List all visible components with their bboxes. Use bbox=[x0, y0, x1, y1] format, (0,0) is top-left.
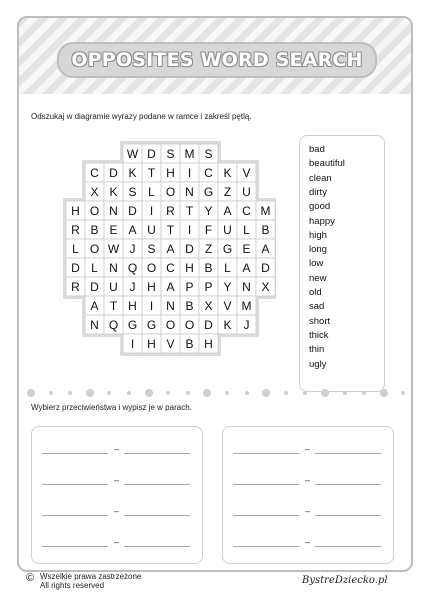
pair-dash: – bbox=[114, 444, 120, 454]
grid-letter: T bbox=[166, 222, 175, 237]
divider-dot bbox=[186, 391, 190, 395]
pair-dash: – bbox=[114, 475, 120, 485]
pair-dash: – bbox=[305, 475, 311, 485]
grid-letter: A bbox=[90, 298, 99, 313]
answer-line[interactable] bbox=[124, 546, 190, 547]
grid-letter: J bbox=[243, 317, 250, 332]
pairs-box-left bbox=[31, 426, 203, 564]
grid-letter: G bbox=[127, 317, 138, 332]
pairs-instruction: Wybierz przeciwieństwa i wypisz je w parach. bbox=[31, 403, 192, 412]
grid-letter: H bbox=[71, 203, 80, 218]
divider-dot bbox=[343, 391, 347, 395]
grid-letter: S bbox=[147, 241, 156, 256]
word-list-item: thick bbox=[309, 329, 329, 341]
grid-letter: I bbox=[187, 165, 192, 180]
grid-letter: O bbox=[146, 260, 157, 275]
header-banner bbox=[19, 18, 411, 94]
grid-letter: N bbox=[166, 298, 175, 313]
grid-letter: K bbox=[128, 165, 137, 180]
grid-letter: K bbox=[223, 165, 232, 180]
grid-letter: C bbox=[242, 203, 251, 218]
grid-letter: W bbox=[126, 146, 139, 161]
grid-letter: S bbox=[204, 146, 213, 161]
divider-dot bbox=[49, 391, 53, 395]
grid-letter: W bbox=[107, 241, 120, 256]
word-list-item: short bbox=[309, 315, 331, 327]
grid-letter: O bbox=[165, 317, 176, 332]
word-list-item: dirty bbox=[309, 186, 327, 198]
grid-letter: A bbox=[128, 222, 137, 237]
grid-letter: D bbox=[147, 146, 156, 161]
grid-letter: L bbox=[91, 260, 98, 275]
copyright-icon: © bbox=[26, 572, 35, 584]
grid-letter: D bbox=[185, 241, 194, 256]
grid-letter: H bbox=[185, 260, 194, 275]
grid-letter: C bbox=[90, 165, 99, 180]
answer-line[interactable] bbox=[233, 453, 299, 454]
word-list-item: high bbox=[309, 229, 327, 241]
grid-letter: A bbox=[166, 279, 175, 294]
grid-letter: N bbox=[109, 260, 118, 275]
word-list-item: thin bbox=[309, 344, 325, 356]
grid-letter: P bbox=[185, 279, 194, 294]
grid-letter: M bbox=[260, 203, 271, 218]
grid-letter: D bbox=[109, 165, 118, 180]
grid-letter: C bbox=[166, 260, 175, 275]
divider-dot bbox=[107, 391, 111, 395]
word-search-grid bbox=[36, 138, 276, 368]
answer-line[interactable] bbox=[315, 484, 381, 485]
divider-dot bbox=[86, 389, 94, 397]
grid-letter: J bbox=[129, 279, 136, 294]
grid-letter: N bbox=[109, 203, 118, 218]
grid-letter: F bbox=[204, 222, 213, 237]
divider-dot bbox=[262, 389, 270, 397]
divider-dot bbox=[245, 391, 249, 395]
divider-dot bbox=[401, 391, 405, 395]
answer-line[interactable] bbox=[315, 515, 381, 516]
grid-letter: B bbox=[204, 260, 213, 275]
grid-letter: D bbox=[90, 279, 99, 294]
grid-letter: Q bbox=[127, 260, 138, 275]
grid-letter: O bbox=[184, 317, 195, 332]
dotted-divider bbox=[27, 387, 403, 399]
word-list-item: long bbox=[309, 244, 327, 256]
divider-dot bbox=[145, 389, 153, 397]
grid-letter: R bbox=[71, 279, 80, 294]
divider-dot bbox=[362, 391, 366, 395]
grid-letter: H bbox=[147, 279, 156, 294]
grid-letter: B bbox=[185, 336, 194, 351]
word-list-item: sad bbox=[309, 301, 325, 313]
copyright-line-1: Wszelkie prawa zastrzeżone bbox=[40, 572, 142, 581]
grid-letter: M bbox=[184, 146, 195, 161]
grid-letter: V bbox=[223, 298, 232, 313]
word-list-item: old bbox=[309, 287, 322, 298]
word-list-item: clean bbox=[309, 172, 332, 184]
grid-letter: I bbox=[187, 222, 192, 237]
grid-letter: O bbox=[89, 241, 100, 256]
grid-letter: C bbox=[204, 165, 213, 180]
pair-dash: – bbox=[305, 537, 311, 547]
grid-letter: T bbox=[147, 165, 156, 180]
grid-letter: I bbox=[149, 203, 154, 218]
page-title: OPPOSITES WORD SEARCH bbox=[57, 42, 377, 78]
grid-letter: V bbox=[242, 165, 251, 180]
grid-letter: D bbox=[261, 260, 270, 275]
brand-logo-text: BystreDziecko.pl bbox=[302, 575, 388, 586]
grid-letter: E bbox=[242, 241, 251, 256]
grid-letter: A bbox=[166, 241, 175, 256]
grid-letter: E bbox=[109, 222, 118, 237]
answer-line[interactable] bbox=[42, 546, 108, 547]
grid-letter: B bbox=[261, 222, 270, 237]
grid-letter: X bbox=[261, 279, 270, 294]
divider-dot bbox=[27, 389, 35, 397]
grid-letter: K bbox=[223, 317, 232, 332]
grid-letter: V bbox=[166, 336, 175, 351]
answer-line[interactable] bbox=[42, 515, 108, 516]
grid-letter: H bbox=[128, 298, 137, 313]
grid-letter: Z bbox=[223, 184, 232, 199]
grid-letter: T bbox=[185, 203, 194, 218]
grid-letter: I bbox=[130, 336, 135, 351]
answer-line[interactable] bbox=[124, 453, 190, 454]
grid-letter: L bbox=[224, 260, 231, 275]
copyright-text bbox=[40, 572, 141, 590]
divider-dot bbox=[303, 391, 307, 395]
word-list-item: low bbox=[309, 258, 324, 270]
answer-line[interactable] bbox=[315, 546, 381, 547]
grid-letter: P bbox=[204, 279, 213, 294]
search-instruction: Odszukaj w diagramie wyrazy podane w ramce i zakreśl pętlą. bbox=[31, 112, 252, 121]
grid-letter: A bbox=[223, 203, 232, 218]
grid-letter: X bbox=[90, 184, 99, 199]
grid-letter: G bbox=[222, 241, 233, 256]
answer-line[interactable] bbox=[42, 484, 108, 485]
grid-letter: L bbox=[72, 241, 79, 256]
grid-letter: Y bbox=[204, 203, 213, 218]
grid-letter: A bbox=[261, 241, 270, 256]
grid-letter: T bbox=[109, 298, 118, 313]
pair-dash: – bbox=[305, 444, 311, 454]
answer-line[interactable] bbox=[233, 484, 299, 485]
grid-letter: G bbox=[146, 317, 157, 332]
pairs-box-right bbox=[222, 426, 394, 564]
grid-letter: N bbox=[90, 317, 99, 332]
divider-dot bbox=[68, 391, 72, 395]
pair-dash: – bbox=[305, 506, 311, 516]
word-list-item: happy bbox=[309, 215, 335, 227]
grid-letter: N bbox=[242, 279, 251, 294]
answer-line[interactable] bbox=[233, 515, 299, 516]
grid-letter: S bbox=[166, 146, 175, 161]
grid-letter: A bbox=[242, 260, 251, 275]
answer-line[interactable] bbox=[124, 484, 190, 485]
grid-letter: H bbox=[147, 336, 156, 351]
grid-letter: B bbox=[90, 222, 99, 237]
word-list-item: bad bbox=[309, 144, 325, 155]
pair-dash: – bbox=[114, 537, 120, 547]
divider-dot bbox=[284, 391, 288, 395]
grid-letter: Y bbox=[223, 279, 232, 294]
grid-letter: J bbox=[129, 241, 136, 256]
grid-letter: L bbox=[148, 184, 155, 199]
divider-dot bbox=[225, 391, 229, 395]
word-list-item: good bbox=[309, 201, 331, 213]
grid-letter: N bbox=[185, 184, 194, 199]
divider-dot bbox=[321, 389, 329, 397]
grid-letter: U bbox=[109, 279, 118, 294]
word-list-item: new bbox=[309, 272, 327, 284]
grid-letter: U bbox=[223, 222, 232, 237]
answer-line[interactable] bbox=[315, 453, 381, 454]
grid-letter: L bbox=[243, 222, 250, 237]
word-list-item: beautiful bbox=[309, 158, 345, 170]
grid-letter: G bbox=[203, 184, 214, 199]
pair-dash: – bbox=[114, 506, 120, 516]
grid-letter: B bbox=[185, 298, 194, 313]
grid-letter: D bbox=[71, 260, 80, 275]
grid-letter: R bbox=[166, 203, 175, 218]
answer-line[interactable] bbox=[42, 453, 108, 454]
grid-letter: O bbox=[165, 184, 176, 199]
answer-line[interactable] bbox=[124, 515, 190, 516]
grid-letter: U bbox=[147, 222, 156, 237]
grid-letter: S bbox=[128, 184, 137, 199]
grid-letter: U bbox=[242, 184, 251, 199]
grid-letter: R bbox=[71, 222, 80, 237]
word-list-item: ugly bbox=[309, 358, 327, 370]
answer-line[interactable] bbox=[233, 546, 299, 547]
grid-letter: Q bbox=[108, 317, 119, 332]
grid-letter: M bbox=[241, 298, 252, 313]
grid-letter: Z bbox=[204, 241, 213, 256]
divider-dot bbox=[166, 391, 170, 395]
divider-dot bbox=[203, 389, 211, 397]
grid-letter: I bbox=[149, 298, 154, 313]
divider-dot bbox=[127, 391, 131, 395]
grid-letter: X bbox=[204, 298, 213, 313]
grid-letter: K bbox=[109, 184, 118, 199]
word-list-box bbox=[299, 135, 385, 392]
grid-letter: H bbox=[204, 336, 213, 351]
copyright-line-2: All rights reserved bbox=[40, 581, 105, 590]
worksheet-frame bbox=[17, 16, 413, 572]
grid-letter: D bbox=[128, 203, 137, 218]
grid-letter: O bbox=[89, 203, 100, 218]
divider-dot bbox=[380, 389, 388, 397]
grid-letter: D bbox=[204, 317, 213, 332]
grid-letter: H bbox=[166, 165, 175, 180]
